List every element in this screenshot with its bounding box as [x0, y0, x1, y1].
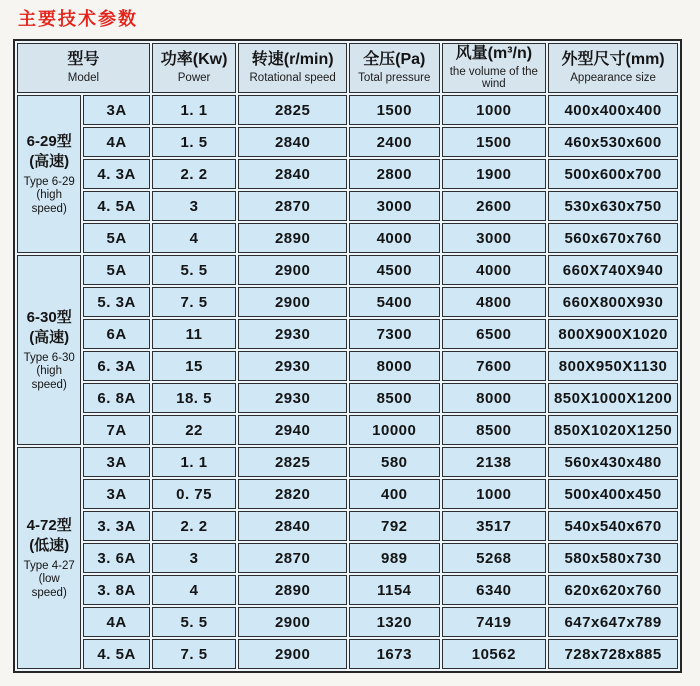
cell-speed: 2930 [238, 319, 347, 349]
cell-model: 4A [83, 127, 149, 157]
table-row [17, 479, 678, 509]
col-header-pressure-zh: 全压(Pa) [363, 51, 426, 69]
col-header-volume-en: the volume of the wind [449, 65, 538, 91]
col-header-pressure [349, 43, 440, 93]
table-row [17, 95, 678, 125]
cell-volume: 1500 [442, 127, 547, 157]
cell-model: 3A [83, 95, 149, 125]
col-header-power-zh: 功率(Kw) [160, 51, 228, 69]
cell-size: 500x400x450 [548, 479, 678, 509]
cell-size: 620x620x760 [548, 575, 678, 605]
cell-pressure: 2400 [349, 127, 440, 157]
cell-volume: 2138 [442, 447, 547, 477]
cell-speed: 2840 [238, 127, 347, 157]
cell-size: 800X950X1130 [548, 351, 678, 381]
table-row [17, 639, 678, 669]
cell-volume: 7600 [442, 351, 547, 381]
cell-volume: 8500 [442, 415, 547, 445]
cell-pressure: 4000 [349, 223, 440, 253]
cell-pressure: 989 [349, 543, 440, 573]
cell-power: 1. 1 [152, 447, 237, 477]
cell-speed: 2900 [238, 607, 347, 637]
cell-speed: 2840 [238, 159, 347, 189]
cell-size: 560x670x760 [548, 223, 678, 253]
cell-model: 6. 8A [83, 383, 149, 413]
header-row [17, 43, 678, 93]
table-row [17, 191, 678, 221]
cell-power: 0. 75 [152, 479, 237, 509]
cell-model: 5A [83, 223, 149, 253]
cell-size: 800X900X1020 [548, 319, 678, 349]
cell-power: 5. 5 [152, 255, 237, 285]
cell-pressure: 10000 [349, 415, 440, 445]
cell-model: 3A [83, 447, 149, 477]
cell-size: 850X1020X1250 [548, 415, 678, 445]
table-row [17, 415, 678, 445]
cell-model: 3. 6A [83, 543, 149, 573]
cell-pressure: 1673 [349, 639, 440, 669]
cell-speed: 2870 [238, 543, 347, 573]
table-row [17, 159, 678, 189]
table-row [17, 607, 678, 637]
cell-size: 500x600x700 [548, 159, 678, 189]
cell-pressure: 1320 [349, 607, 440, 637]
cell-power: 1. 5 [152, 127, 237, 157]
cell-model: 4. 3A [83, 159, 149, 189]
cell-model: 6A [83, 319, 149, 349]
cell-pressure: 3000 [349, 191, 440, 221]
cell-speed: 2900 [238, 287, 347, 317]
group-label-1 [17, 95, 81, 253]
cell-speed: 2930 [238, 383, 347, 413]
cell-model: 4. 5A [83, 191, 149, 221]
cell-pressure: 792 [349, 511, 440, 541]
col-header-model [17, 43, 150, 93]
cell-size: 660X800X930 [548, 287, 678, 317]
cell-volume: 5268 [442, 543, 547, 573]
cell-power: 4 [152, 575, 237, 605]
col-header-size [548, 43, 678, 93]
cell-volume: 4800 [442, 287, 547, 317]
cell-power: 3 [152, 191, 237, 221]
cell-size: 580x580x730 [548, 543, 678, 573]
cell-speed: 2890 [238, 223, 347, 253]
cell-power: 7. 5 [152, 639, 237, 669]
cell-volume: 8000 [442, 383, 547, 413]
cell-power: 2. 2 [152, 511, 237, 541]
cell-speed: 2825 [238, 95, 347, 125]
cell-size: 540x540x670 [548, 511, 678, 541]
cell-speed: 2940 [238, 415, 347, 445]
cell-power: 7. 5 [152, 287, 237, 317]
cell-model: 3. 3A [83, 511, 149, 541]
cell-volume: 6340 [442, 575, 547, 605]
cell-speed: 2825 [238, 447, 347, 477]
cell-speed: 2820 [238, 479, 347, 509]
cell-volume: 7419 [442, 607, 547, 637]
cell-power: 2. 2 [152, 159, 237, 189]
group-label-2 [17, 255, 81, 445]
cell-pressure: 8500 [349, 383, 440, 413]
cell-pressure: 7300 [349, 319, 440, 349]
cell-size: 460x530x600 [548, 127, 678, 157]
table-row [17, 319, 678, 349]
group-label-zh: 6-30型 [26, 309, 72, 327]
col-header-power-en: Power [177, 71, 211, 84]
cell-pressure: 2800 [349, 159, 440, 189]
col-header-speed [238, 43, 347, 93]
cell-volume: 1900 [442, 159, 547, 189]
cell-speed: 2870 [238, 191, 347, 221]
col-header-model-zh: 型号 [67, 51, 100, 69]
cell-size: 560x430x480 [548, 447, 678, 477]
cell-model: 4A [83, 607, 149, 637]
table-row [17, 511, 678, 541]
table-row [17, 351, 678, 381]
cell-pressure: 5400 [349, 287, 440, 317]
col-header-volume [442, 43, 547, 93]
group-label-zh2: (高速) [29, 152, 70, 170]
cell-volume: 2600 [442, 191, 547, 221]
col-header-speed-zh: 转速(r/min) [251, 51, 334, 69]
table-row [17, 543, 678, 573]
col-header-size-en: Appearance size [570, 71, 656, 84]
cell-power: 5. 5 [152, 607, 237, 637]
cell-model: 5. 3A [83, 287, 149, 317]
table-row [17, 223, 678, 253]
table-row [17, 447, 678, 477]
col-header-size-zh: 外型尺寸(mm) [561, 51, 665, 69]
group-label-zh2: (高速) [29, 328, 70, 346]
cell-pressure: 1154 [349, 575, 440, 605]
cell-volume: 3517 [442, 511, 547, 541]
spec-table [13, 39, 682, 673]
cell-power: 3 [152, 543, 237, 573]
cell-volume: 1000 [442, 479, 547, 509]
col-header-speed-en: Rotational speed [249, 71, 336, 84]
cell-power: 11 [152, 319, 237, 349]
group-label-3 [17, 447, 81, 669]
col-header-model-en: Model [67, 71, 100, 84]
cell-pressure: 400 [349, 479, 440, 509]
cell-size: 647x647x789 [548, 607, 678, 637]
cell-pressure: 4500 [349, 255, 440, 285]
cell-power: 4 [152, 223, 237, 253]
cell-model: 3. 8A [83, 575, 149, 605]
cell-volume: 1000 [442, 95, 547, 125]
cell-model: 7A [83, 415, 149, 445]
cell-size: 530x630x750 [548, 191, 678, 221]
cell-power: 1. 1 [152, 95, 237, 125]
table-row [17, 383, 678, 413]
cell-speed: 2900 [238, 639, 347, 669]
cell-size: 660X740X940 [548, 255, 678, 285]
cell-model: 4. 5A [83, 639, 149, 669]
cell-speed: 2900 [238, 255, 347, 285]
group-label-zh2: (低速) [29, 536, 70, 554]
col-header-pressure-en: Total pressure [358, 71, 431, 84]
col-header-power [152, 43, 237, 93]
cell-speed: 2840 [238, 511, 347, 541]
group-label-zh: 4-72型 [26, 517, 72, 535]
group-label-en: Type 4-27 (low speed) [23, 560, 75, 599]
cell-size: 850X1000X1200 [548, 383, 678, 413]
cell-pressure: 1500 [349, 95, 440, 125]
table-row [17, 575, 678, 605]
cell-speed: 2890 [238, 575, 347, 605]
group-label-zh: 6-29型 [26, 133, 72, 151]
cell-model: 6. 3A [83, 351, 149, 381]
cell-size: 728x728x885 [548, 639, 678, 669]
table-row [17, 127, 678, 157]
cell-model: 5A [83, 255, 149, 285]
table-row [17, 255, 678, 285]
group-label-en: Type 6-29 (high speed) [23, 176, 75, 215]
col-header-volume-zh: 风量(m³/n) [455, 45, 533, 63]
cell-volume: 3000 [442, 223, 547, 253]
cell-power: 22 [152, 415, 237, 445]
group-label-en: Type 6-30 (high speed) [23, 352, 75, 391]
cell-size: 400x400x400 [548, 95, 678, 125]
page-title: 主要技术参数 [18, 9, 138, 29]
cell-pressure: 8000 [349, 351, 440, 381]
cell-volume: 10562 [442, 639, 547, 669]
cell-pressure: 580 [349, 447, 440, 477]
cell-volume: 4000 [442, 255, 547, 285]
cell-power: 18. 5 [152, 383, 237, 413]
cell-volume: 6500 [442, 319, 547, 349]
cell-speed: 2930 [238, 351, 347, 381]
cell-power: 15 [152, 351, 237, 381]
table-row [17, 287, 678, 317]
cell-model: 3A [83, 479, 149, 509]
